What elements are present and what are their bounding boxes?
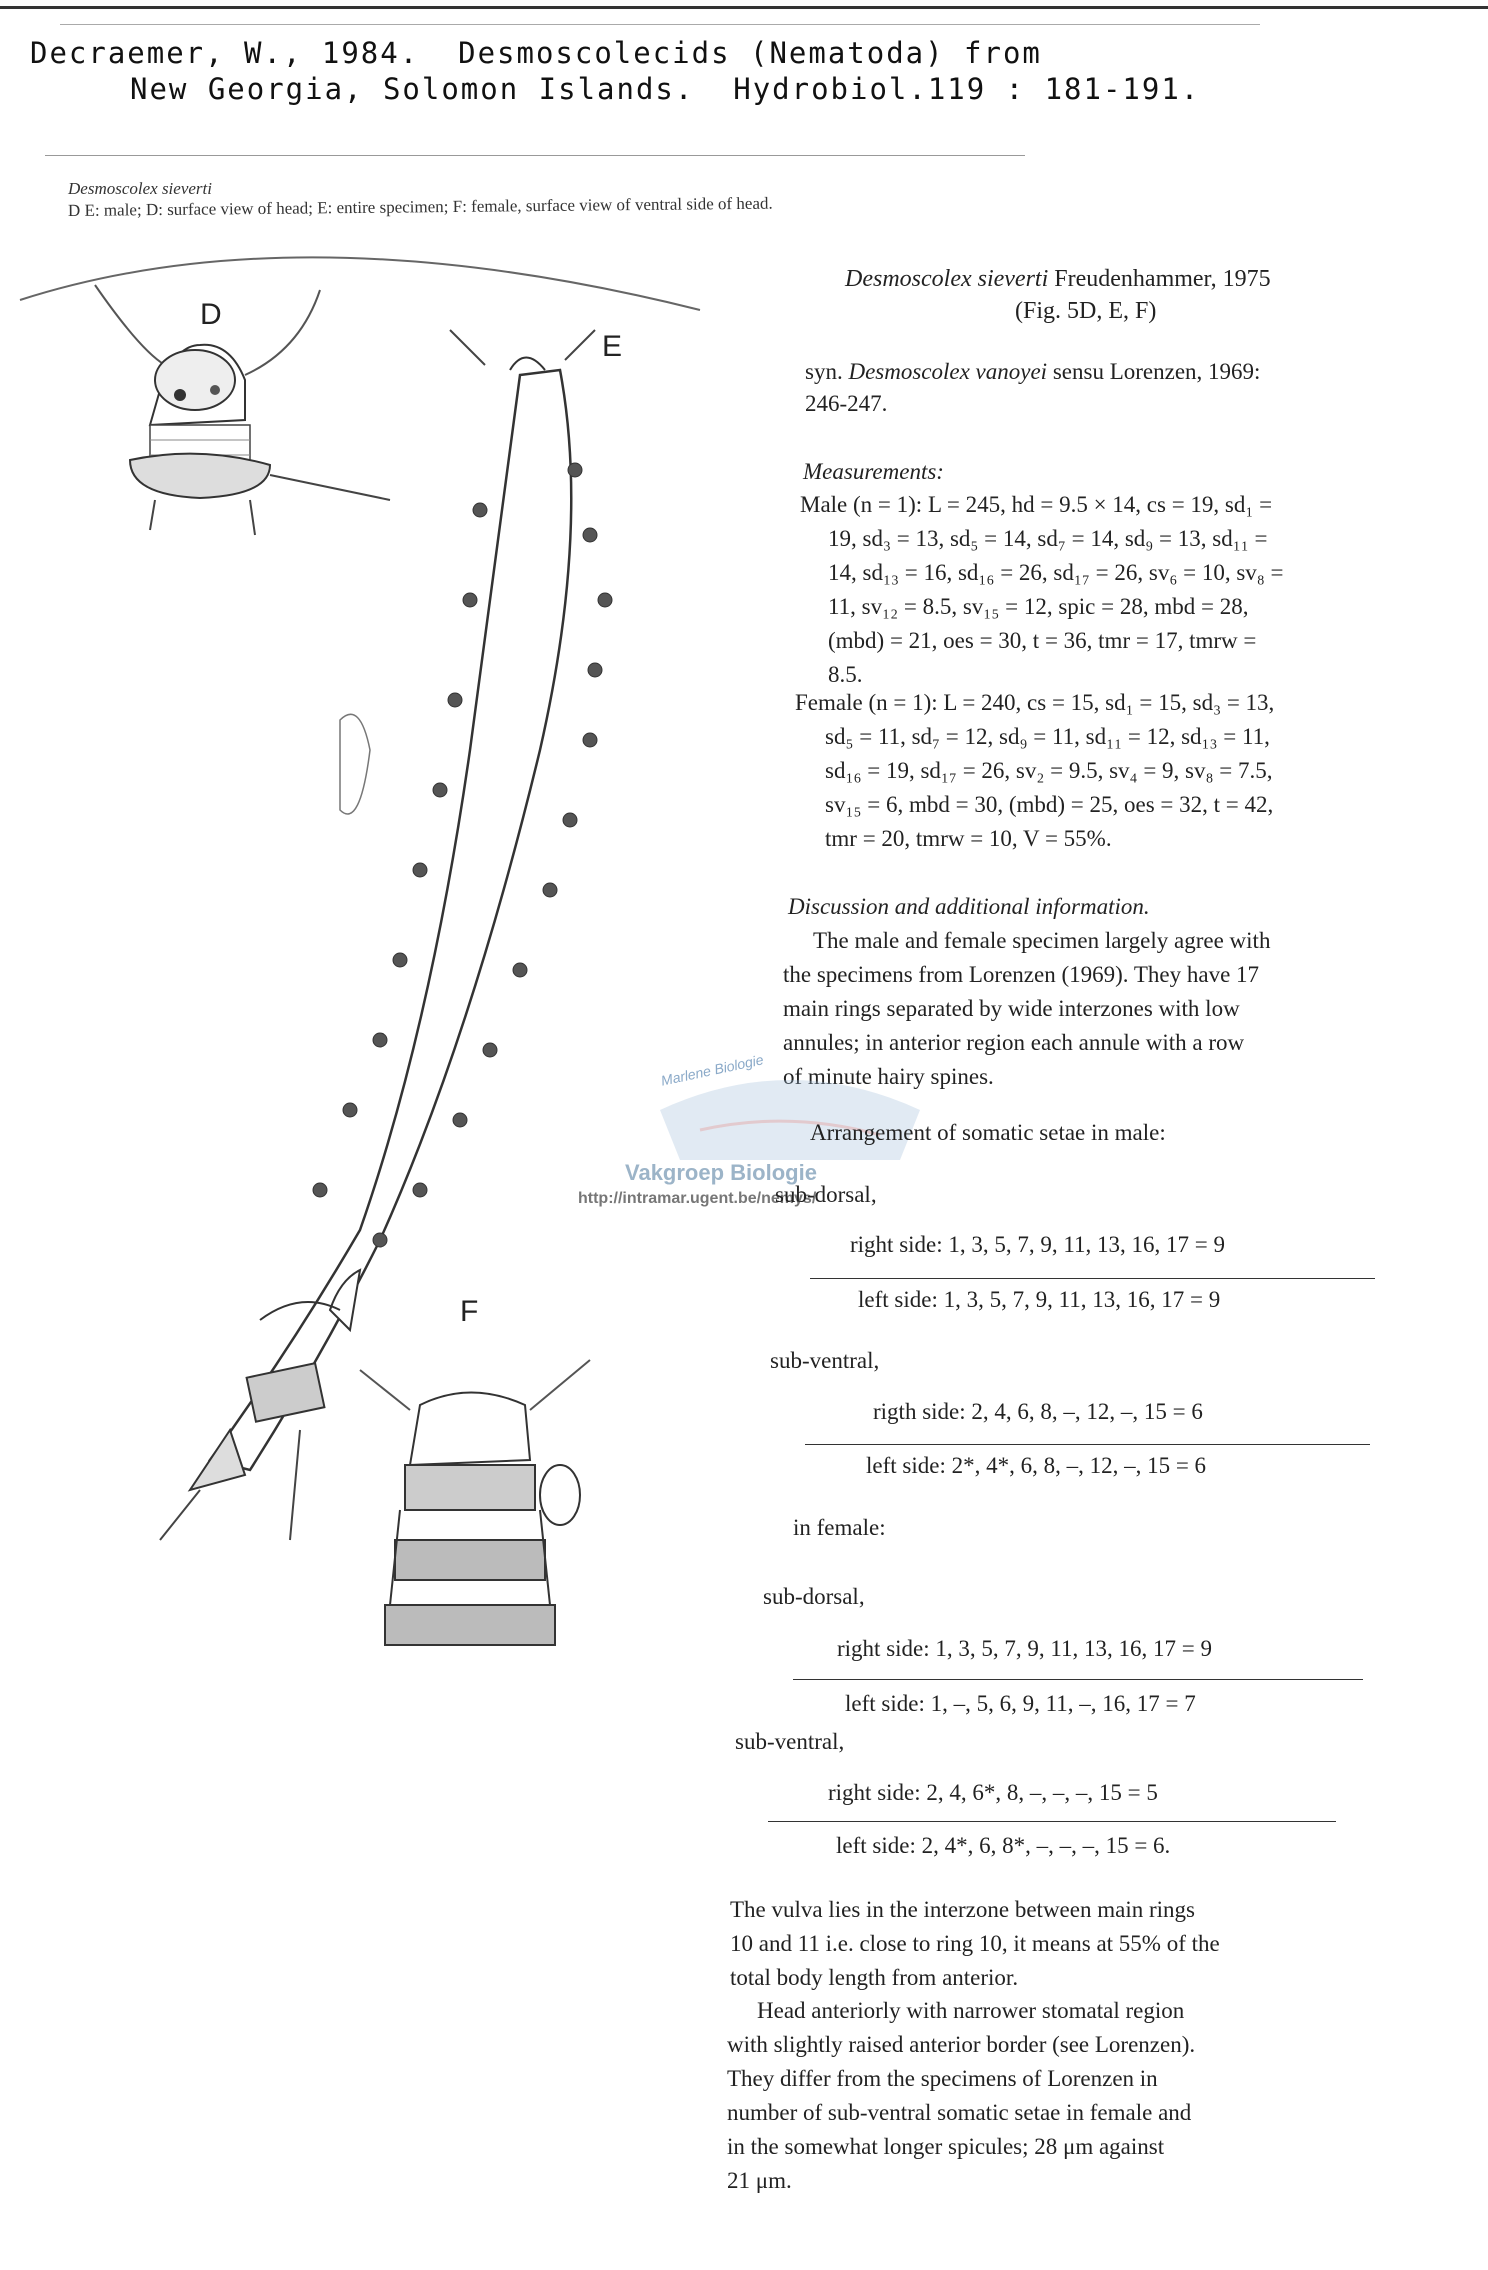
figure-label-f: F bbox=[460, 1295, 479, 1328]
male-line-3: 14, sd₁₃ = 16, sd₁₆ = 26, sd₁₇ = 26, sv₆ = 10, sv₈ = bbox=[828, 560, 1284, 585]
female-sv-left: left side: 2, 4*, 6, 8*, –, –, –, 15 = 6. bbox=[836, 1833, 1171, 1858]
species-name: Desmoscolex sieverti bbox=[845, 266, 1049, 292]
watermark-mid: Vakgroep Biologie bbox=[625, 1160, 817, 1185]
female-line-5: tmr = 20, tmrw = 10, V = 55%. bbox=[825, 826, 1112, 851]
head-line-2: with slightly raised anterior border (see Lorenzen). bbox=[727, 2032, 1196, 2057]
male-line-6: 8.5. bbox=[828, 662, 863, 687]
discussion-line-4: annules; in anterior region each annule with a row bbox=[783, 1030, 1245, 1055]
fig-reference: (Fig. 5D, E, F) bbox=[1015, 298, 1157, 324]
caption-rule bbox=[45, 155, 1025, 156]
male-subventral-label: sub-ventral, bbox=[770, 1348, 880, 1373]
figure-d-male-head bbox=[95, 285, 390, 535]
female-sd-left: left side: 1, –, 5, 6, 9, 11, –, 16, 17 = 7 bbox=[845, 1691, 1196, 1716]
figure-caption-text: D E: male; D: surface view of head; E: entire specimen; F: female, surface view of ventral side of head. bbox=[67, 193, 773, 220]
male-line-4: 11, sv₁₂ = 8.5, sv₁₅ = 12, spic = 28, mbd = 28, bbox=[828, 594, 1249, 619]
vulva-paragraph bbox=[730, 1893, 1370, 1995]
head-line-6: 21 μm. bbox=[727, 2168, 792, 2193]
male-subdorsal-label: sub-dorsal, bbox=[775, 1182, 877, 1207]
figure-caption-title: Desmoscolex sieverti bbox=[68, 179, 212, 198]
species-heading bbox=[845, 262, 1271, 296]
female-measurements bbox=[795, 686, 1420, 856]
female-subventral-label: sub-ventral, bbox=[735, 1729, 845, 1754]
header-rule bbox=[60, 24, 1260, 25]
synonym-pages: 246-247. bbox=[805, 391, 888, 416]
male-line-1: Male (n = 1): L = 245, hd = 9.5 × 14, cs = 19, sd₁ = bbox=[800, 492, 1273, 517]
figure-f-female-head bbox=[360, 1360, 590, 1645]
male-sd-left: left side: 1, 3, 5, 7, 9, 11, 13, 16, 17 = 9 bbox=[858, 1287, 1221, 1312]
citation-line-2: New Georgia, Solomon Islands. Hydrobiol.119 : 181-191. bbox=[130, 72, 1201, 106]
female-line-1: Female (n = 1): L = 240, cs = 15, sd₁ = 15, sd₃ = 13, bbox=[795, 690, 1275, 715]
figure-label-d: D bbox=[200, 298, 222, 331]
head-line-1: Head anteriorly with narrower stomatal region bbox=[757, 1998, 1185, 2023]
figure-e-entire-specimen bbox=[160, 330, 612, 1540]
female-sd-right: right side: 1, 3, 5, 7, 9, 11, 13, 16, 17 = 9 bbox=[837, 1636, 1212, 1661]
nematode-figure bbox=[0, 230, 720, 1650]
watermark-url[interactable]: http://intramar.ugent.be/nemys/ bbox=[578, 1190, 817, 1207]
male-sv-rule bbox=[805, 1444, 1370, 1445]
male-line-5: (mbd) = 21, oes = 30, t = 36, tmr = 17, tmrw = bbox=[828, 628, 1257, 653]
female-sv-rule bbox=[768, 1821, 1336, 1822]
synonym-line bbox=[805, 355, 1260, 389]
discussion-line-5: of minute hairy spines. bbox=[783, 1064, 994, 1089]
female-sv-right: right side: 2, 4, 6*, 8, –, –, –, 15 = 5 bbox=[828, 1780, 1158, 1805]
vulva-line-1: The vulva lies in the interzone between main rings bbox=[730, 1897, 1195, 1922]
discussion-line-2: the specimens from Lorenzen (1969). They have 17 bbox=[783, 962, 1260, 987]
male-sd-rule bbox=[810, 1278, 1375, 1279]
female-line-2: sd₅ = 11, sd₇ = 12, sd₉ = 11, sd₁₁ = 12, sd₁₃ = 11, bbox=[825, 724, 1270, 749]
discussion-line-3: main rings separated by wide interzones with low bbox=[783, 996, 1240, 1021]
setae-intro-male: Arrangement of somatic setae in male: bbox=[810, 1120, 1166, 1145]
male-sv-left: left side: 2*, 4*, 6, 8, –, 12, –, 15 = 6 bbox=[866, 1453, 1207, 1478]
syn-name: Desmoscolex vanoyei bbox=[848, 359, 1048, 384]
male-sv-right: rigth side: 2, 4, 6, 8, –, 12, –, 15 = 6 bbox=[873, 1399, 1203, 1424]
setae-intro-female: in female: bbox=[793, 1515, 886, 1540]
syn-rest: sensu Lorenzen, 1969: bbox=[1052, 359, 1261, 384]
male-measurements bbox=[800, 488, 1420, 692]
head-line-5: in the somewhat longer spicules; 28 μm against bbox=[727, 2134, 1165, 2159]
female-line-3: sd₁₆ = 19, sd₁₇ = 26, sv₂ = 9.5, sv₄ = 9, sv₈ = 7.5, bbox=[825, 758, 1273, 783]
species-author: Freudenhammer, 1975 bbox=[1054, 266, 1271, 292]
female-sd-rule bbox=[793, 1679, 1363, 1680]
measurements-heading: Measurements: bbox=[803, 459, 944, 484]
syn-prefix: syn. bbox=[805, 359, 843, 384]
citation-line-1: Decraemer, W., 1984. Desmoscolecids (Nematoda) from bbox=[30, 36, 1042, 70]
vulva-line-3: total body length from anterior. bbox=[730, 1965, 1019, 1990]
head-line-4: number of sub-ventral somatic setae in female and bbox=[727, 2100, 1192, 2125]
male-line-2: 19, sd₃ = 13, sd₅ = 14, sd₇ = 14, sd₉ = 13, sd₁₁ = bbox=[828, 526, 1268, 551]
head-paragraph bbox=[727, 1994, 1372, 2198]
male-sd-right: right side: 1, 3, 5, 7, 9, 11, 13, 16, 17 = 9 bbox=[850, 1232, 1225, 1257]
vulva-line-2: 10 and 11 i.e. close to ring 10, it means at 55% of the bbox=[730, 1931, 1220, 1956]
discussion-line-1: The male and female specimen largely agree with bbox=[813, 928, 1271, 953]
figure-label-e: E bbox=[602, 330, 623, 363]
female-line-4: sv₁₅ = 6, mbd = 30, (mbd) = 25, oes = 32, t = 42, bbox=[825, 792, 1274, 817]
female-subdorsal-label: sub-dorsal, bbox=[763, 1584, 865, 1609]
discussion-heading: Discussion and additional information. bbox=[788, 894, 1150, 919]
top-border bbox=[0, 6, 1488, 9]
head-line-3: They differ from the specimens of Lorenzen in bbox=[727, 2066, 1158, 2091]
watermark-top: Marlene Biologie bbox=[659, 1051, 765, 1089]
